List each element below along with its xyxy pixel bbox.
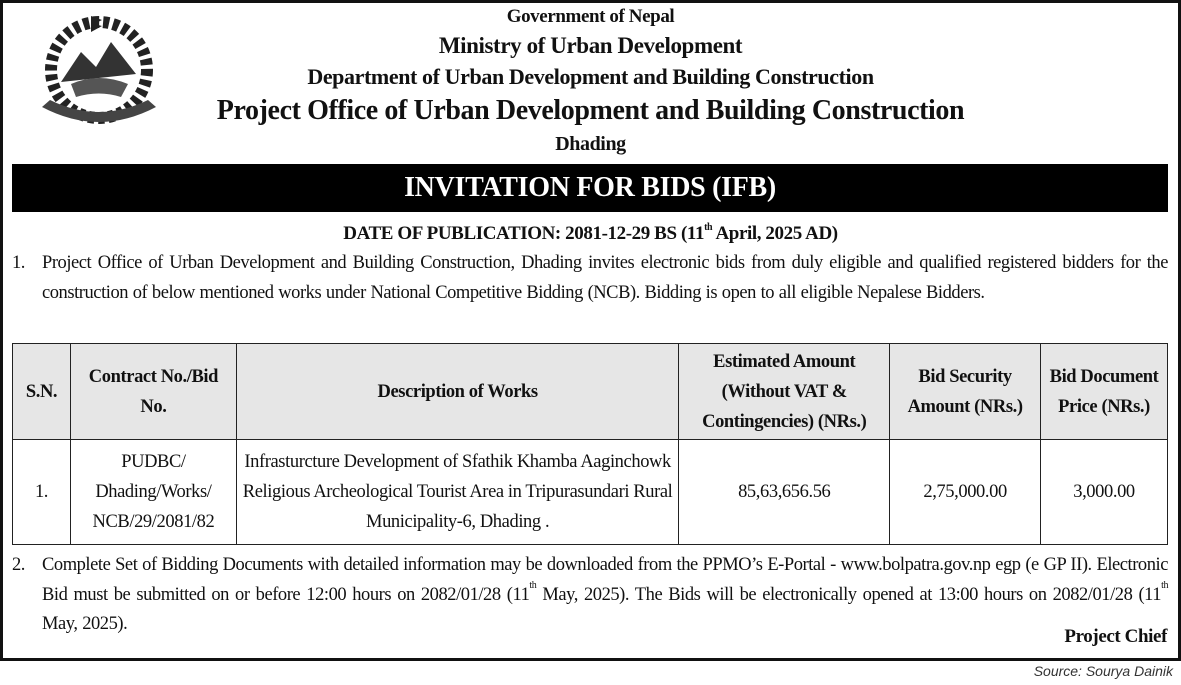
cell-sn: 1.	[13, 440, 71, 545]
cell-description: Infrasturcture Development of Sfathik Khamba Aaginchowk Religious Archeological Tourist Area in Tripurasundari Rural Municipality-6, Dhading .	[236, 440, 678, 545]
signature: Project Chief	[1064, 626, 1167, 647]
publication-date: DATE OF PUBLICATION: 2081-12-29 BS (11th April, 2025 AD)	[343, 222, 838, 244]
cell-estimated-amount: 85,63,656.56	[679, 440, 890, 545]
government-line: Government of Nepal	[506, 6, 675, 27]
paragraph-2	[12, 551, 1168, 640]
paragraph-text: Complete Set of Bidding Documents with detailed information may be downloaded from the PPMO’s E-Portal - www.bolpatra.gov.np egp (e GP II). Electronic Bid must be submitted on or before 12:00 hours on 2082/01/28 (11th May, 2025). The Bids will be electronically opened at 13:00 hours on 2082/01/28 (11th May, 2025).	[42, 555, 1168, 634]
cell-bid-security: 2,75,000.00	[890, 440, 1041, 545]
department-line: Department of Urban Development and Building Construction	[307, 64, 874, 89]
table-header-row	[13, 344, 1168, 440]
paragraph-number: 1.	[12, 253, 25, 273]
header-sn: S.N.	[13, 344, 71, 440]
district-line: Dhading	[555, 133, 626, 155]
header-document-price: Bid Document Price (NRs.)	[1041, 344, 1168, 440]
notice-title: INVITATION FOR BIDS (IFB)	[12, 164, 1168, 212]
cell-contract-no: PUDBC/ Dhading/Works/ NCB/29/2081/82	[70, 440, 236, 545]
paragraph-number: 2.	[12, 555, 25, 575]
header-bid-security: Bid Security Amount (NRs.)	[890, 344, 1041, 440]
ministry-line: Ministry of Urban Development	[438, 33, 743, 58]
header-estimated-amount: Estimated Amount (Without VAT & Contingencies) (NRs.)	[679, 344, 890, 440]
header-contract-no: Contract No./Bid No.	[70, 344, 236, 440]
source-credit: Source: Sourya Dainik	[1033, 663, 1173, 679]
header-description: Description of Works	[236, 344, 678, 440]
paragraph-text: Project Office of Urban Development and Building Construction, Dhading invites electronic bids from duly eligible and qualified registered bidders for the construction of below mentioned works under National Competitive Bidding (NCB). Bidding is open to all eligible Nepalese Bidders.	[42, 253, 1168, 303]
office-line: Project Office of Urban Development and Building Construction	[216, 95, 965, 126]
cell-document-price: 3,000.00	[1041, 440, 1168, 545]
table-row	[13, 440, 1168, 545]
paragraph-1	[12, 249, 1168, 308]
bid-table	[12, 343, 1168, 545]
